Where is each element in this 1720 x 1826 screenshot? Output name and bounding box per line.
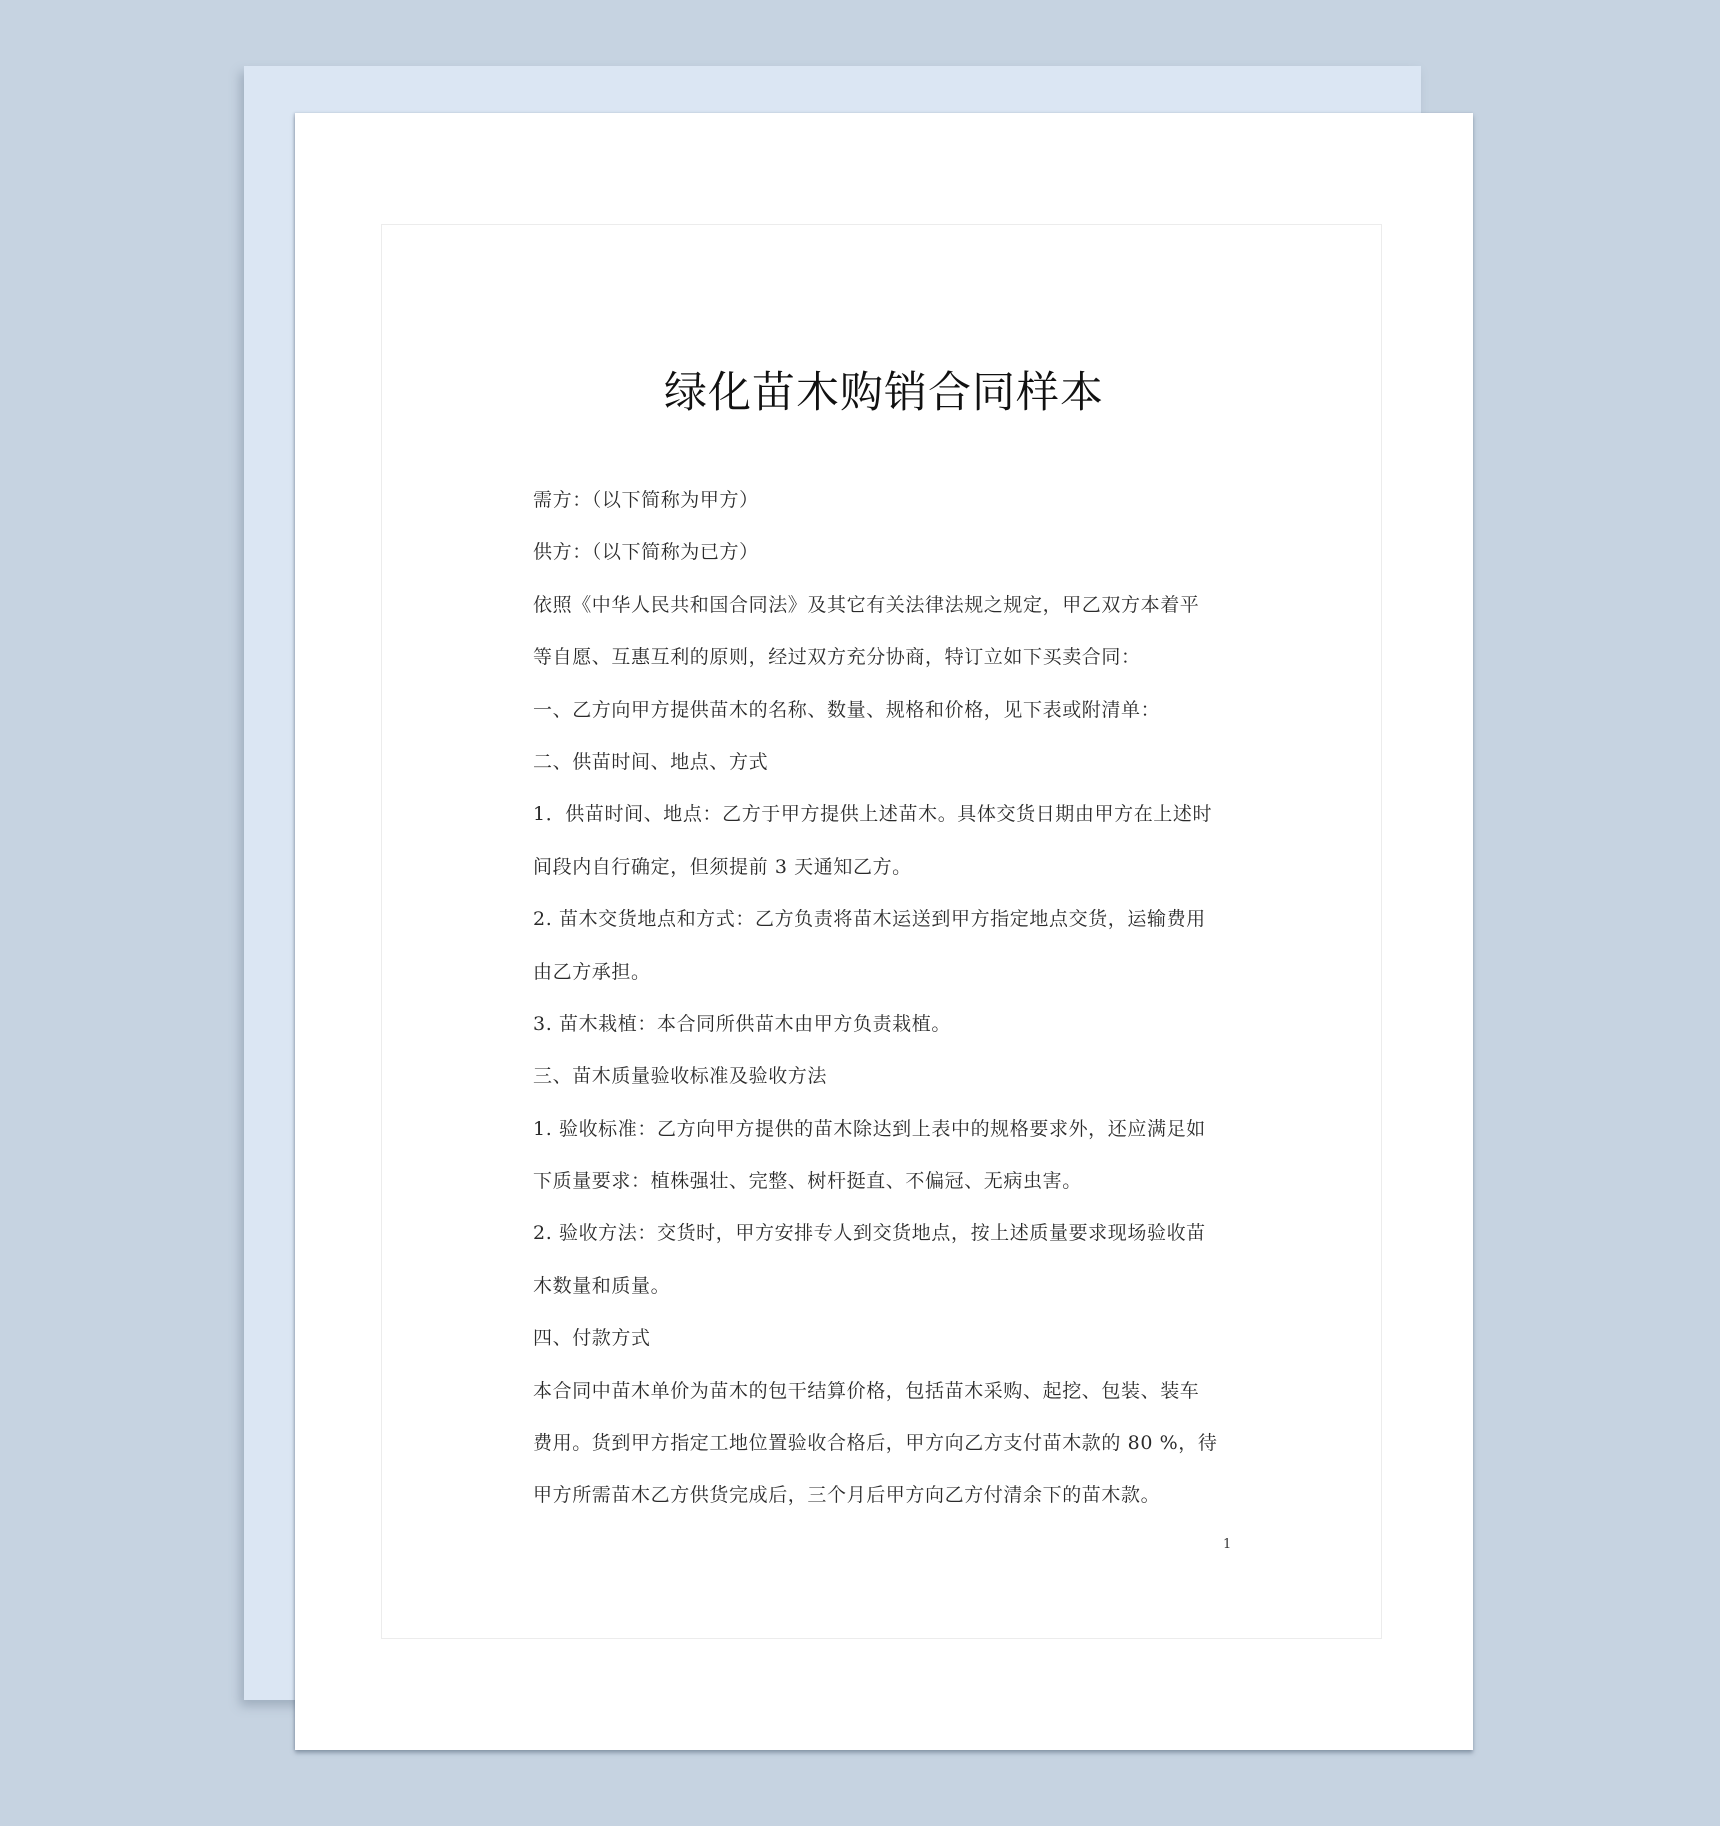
clause-2-1-line-1: 1．供苗时间、地点：乙方于甲方提供上述苗木。具体交货日期由甲方在上述时	[533, 803, 1213, 826]
document-body	[533, 474, 1253, 1522]
page-number: 1	[1223, 1537, 1232, 1552]
section-3-heading: 三、苗木质量验收标准及验收方法	[533, 1065, 828, 1088]
section-4-heading: 四、付款方式	[533, 1327, 651, 1350]
supplier-line: 供方：（以下简称为已方）	[533, 541, 759, 564]
section-2-heading: 二、供苗时间、地点、方式	[533, 750, 769, 773]
clause-2-1-line-2: 间段内自行确定，但须提前 3 天通知乙方。	[533, 855, 912, 878]
clause-4-line-2: 费用。货到甲方指定工地位置验收合格后，甲方向乙方支付苗木款的 80 %，待	[533, 1432, 1218, 1455]
clause-4-line-1: 本合同中苗木单价为苗木的包干结算价格，包括苗木采购、起挖、包装、装车	[533, 1379, 1200, 1402]
clause-4-line-3: 甲方所需苗木乙方供货完成后，三个月后甲方向乙方付清余下的苗木款。	[533, 1484, 1161, 1507]
buyer-line: 需方：（以下简称为甲方）	[533, 489, 759, 511]
clause-3-1-line-1: 1. 验收标准：乙方向甲方提供的苗木除达到上表中的规格要求外，还应满足如	[533, 1117, 1206, 1140]
front-page-sheet	[295, 113, 1473, 1750]
clause-3-1-line-2: 下质量要求：植株强壮、完整、树杆挺直、不偏冠、无病虫害。	[533, 1170, 1082, 1193]
clause-2-3: 3. 苗木栽植：本合同所供苗木由甲方负责栽植。	[533, 1012, 951, 1035]
document-title: 绿化苗木购销合同样本	[664, 368, 1104, 418]
preamble-line-1: 依照《中华人民共和国合同法》及其它有关法律法规之规定，甲乙双方本着平	[533, 593, 1200, 616]
preamble-line-2: 等自愿、互惠互利的原则，经过双方充分协商，特订立如下买卖合同：	[533, 646, 1141, 669]
clause-2-2-line-1: 2. 苗木交货地点和方式：乙方负责将苗木运送到甲方指定地点交货，运输费用	[533, 908, 1206, 931]
clause-2-2-line-2: 由乙方承担。	[533, 960, 651, 983]
clause-3-2-line-1: 2. 验收方法：交货时，甲方安排专人到交货地点，按上述质量要求现场验收苗	[533, 1222, 1206, 1245]
section-1-heading: 一、乙方向甲方提供苗木的名称、数量、规格和价格，见下表或附清单：	[533, 698, 1161, 721]
clause-3-2-line-2: 木数量和质量。	[533, 1274, 671, 1297]
